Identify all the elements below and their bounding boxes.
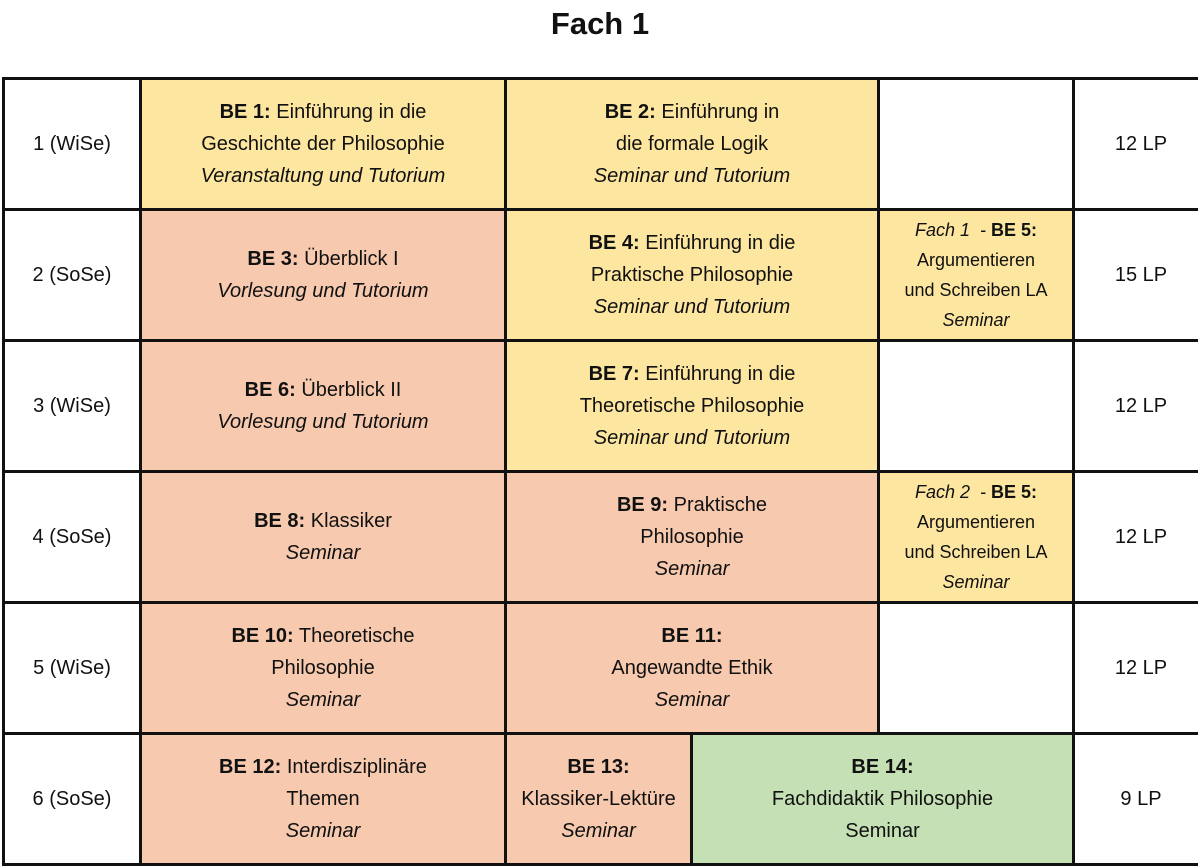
module-format: Seminar	[942, 310, 1010, 330]
module-title: Überblick I	[304, 248, 399, 270]
lp-cell-3: 12 LP	[1075, 342, 1200, 470]
module-code: BE 8:	[254, 510, 306, 532]
semester-cell-5: 5 (WiSe)	[5, 604, 139, 732]
module-format: Seminar	[285, 542, 361, 564]
module-be9	[507, 473, 877, 601]
module-code: BE 10:	[231, 625, 294, 647]
module-format: Seminar	[654, 689, 730, 711]
module-format: Seminar	[942, 572, 1010, 592]
empty-cell	[880, 80, 1072, 208]
module-title: Einführung in die	[276, 101, 427, 123]
module-be10	[142, 604, 504, 732]
page-title: Fach 1	[550, 6, 650, 41]
module-title: Einführung in die	[645, 232, 796, 254]
module-format: Seminar und Tutorium	[593, 427, 791, 449]
module-title-line2: Praktische Philosophie	[590, 264, 794, 286]
module-format: Vorlesung und Tutorium	[217, 411, 429, 433]
module-title-line2: Theoretische Philosophie	[579, 395, 805, 417]
module-code: BE 7:	[588, 363, 640, 385]
module-format: Seminar und Tutorium	[593, 296, 791, 318]
module-code: BE 13:	[567, 756, 630, 778]
module-format: Seminar	[654, 558, 730, 580]
module-be13	[507, 735, 690, 863]
module-title-line2: und Schreiben LA	[904, 280, 1048, 300]
module-title-line2: Themen	[286, 788, 360, 810]
module-title: Einführung in	[661, 101, 780, 123]
module-code: BE 12:	[219, 756, 282, 778]
module-code: BE 6:	[244, 379, 296, 401]
module-be3	[142, 211, 504, 339]
module-code: BE 5:	[991, 482, 1038, 502]
module-code: BE 9:	[616, 494, 669, 516]
module-title: Argumentieren	[916, 512, 1036, 532]
module-title-line2: Philosophie	[640, 526, 744, 548]
module-be2	[507, 80, 877, 208]
module-be5-fach1	[880, 211, 1072, 339]
empty-cell	[880, 342, 1072, 470]
row6-split	[507, 735, 1072, 863]
module-be11	[507, 604, 877, 732]
module-format: Seminar	[845, 820, 920, 842]
lp-cell-6: 9 LP	[1075, 735, 1200, 863]
lp-cell-1: 12 LP	[1075, 80, 1200, 208]
module-code: BE 2:	[604, 101, 656, 123]
module-title: Praktische	[673, 494, 768, 516]
lp-cell-2: 15 LP	[1075, 211, 1200, 339]
module-be14	[693, 735, 1072, 863]
module-code: BE 3:	[247, 248, 299, 270]
semester-cell-2: 2 (SoSe)	[5, 211, 139, 339]
module-title-line2: Philosophie	[271, 657, 375, 679]
module-code: BE 5:	[991, 220, 1038, 240]
module-title-line2: und Schreiben LA	[904, 542, 1048, 562]
semester-cell-4: 4 (SoSe)	[5, 473, 139, 601]
module-title: Klassiker-Lektüre	[521, 788, 676, 810]
module-be6	[142, 342, 504, 470]
module-be4	[507, 211, 877, 339]
module-title: Fachdidaktik Philosophie	[771, 788, 994, 810]
module-be12	[142, 735, 504, 863]
module-prefix: Fach 2 -	[914, 482, 991, 502]
module-title: Überblick II	[301, 379, 402, 401]
module-title-line2: Geschichte der Philosophie	[201, 133, 445, 155]
module-format: Seminar	[285, 820, 361, 842]
module-be8	[142, 473, 504, 601]
module-be5-fach2	[880, 473, 1072, 601]
module-code: BE 4:	[588, 232, 640, 254]
lp-cell-4: 12 LP	[1075, 473, 1200, 601]
module-be7	[507, 342, 877, 470]
module-format: Seminar	[561, 820, 636, 842]
module-format: Veranstaltung und Tutorium	[200, 165, 446, 187]
module-prefix: Fach 1 -	[914, 220, 991, 240]
module-title: Argumentieren	[916, 250, 1036, 270]
module-format: Vorlesung und Tutorium	[217, 280, 429, 302]
module-code: BE 14:	[851, 756, 914, 778]
module-title: Theoretische	[298, 625, 415, 647]
module-title-line2: die formale Logik	[615, 133, 769, 155]
module-code: BE 1:	[219, 101, 271, 123]
module-title: Klassiker	[310, 510, 392, 532]
module-title: Einführung in die	[645, 363, 796, 385]
module-code: BE 11:	[661, 625, 723, 647]
lp-cell-5: 12 LP	[1075, 604, 1200, 732]
study-plan-table	[2, 77, 1198, 866]
semester-cell-3: 3 (WiSe)	[5, 342, 139, 470]
semester-cell-6: 6 (SoSe)	[5, 735, 139, 863]
module-format: Seminar und Tutorium	[593, 165, 791, 187]
module-format: Seminar	[285, 689, 361, 711]
module-title: Angewandte Ethik	[611, 657, 773, 679]
semester-cell-1: 1 (WiSe)	[5, 80, 139, 208]
module-be1	[142, 80, 504, 208]
module-title: Interdisziplinäre	[286, 756, 427, 778]
empty-cell	[880, 604, 1072, 732]
